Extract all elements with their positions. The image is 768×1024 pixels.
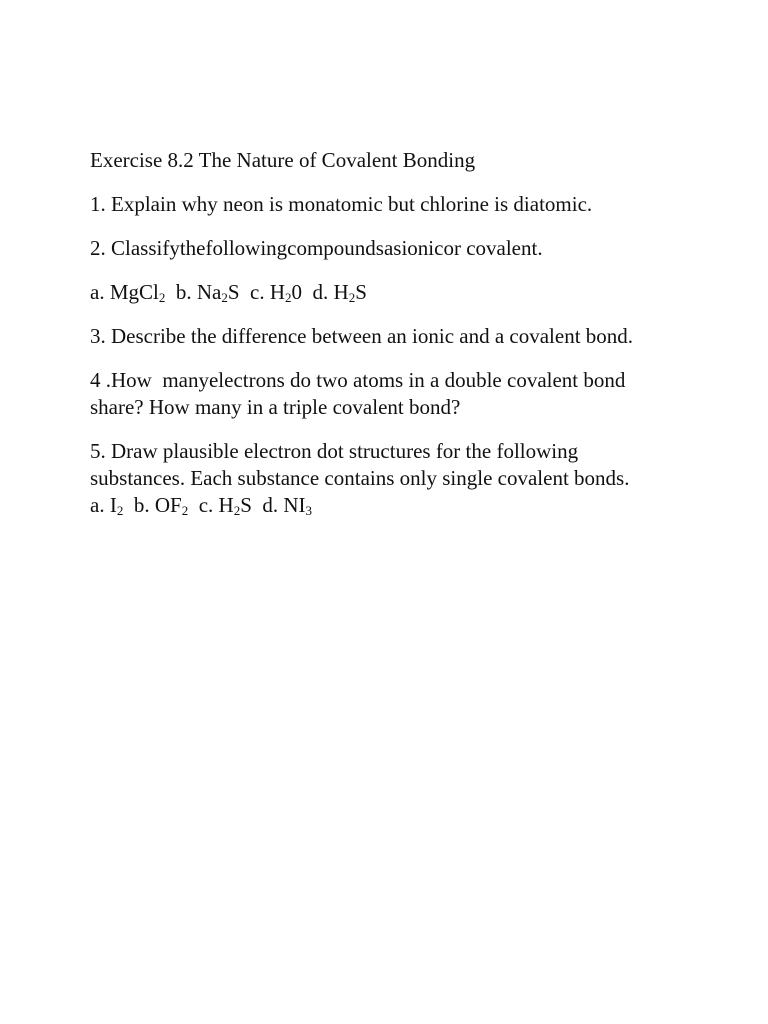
question-5-line-2: substances. Each substance contains only single covalent bonds. (90, 466, 630, 490)
subscript: 2 (348, 290, 356, 305)
formula-text: H (269, 280, 286, 304)
question-1: 1. Explain why neon is monatomic but chlorine is diatomic. (90, 192, 593, 216)
option-d-label: d. (302, 280, 334, 304)
option-a-label: a. (90, 493, 110, 517)
subscript: 2 (116, 503, 124, 518)
formula-mgcl2 (110, 280, 166, 304)
option-c-label: c. (188, 493, 219, 517)
question-2: 2. Classifythefollowingcompoundsasionicor covalent. (90, 236, 543, 260)
option-d-label: d. (251, 493, 284, 517)
formula-i2 (110, 493, 124, 517)
formula-text: H (333, 280, 349, 304)
formula-h2o (270, 280, 302, 304)
option-a-label: a. (90, 280, 110, 304)
exercise-title: Exercise 8.2 The Nature of Covalent Bonding (90, 148, 476, 172)
formula-text: MgCl (109, 280, 159, 304)
option-b-label: b. (123, 493, 155, 517)
formula-text: 0 (291, 280, 303, 304)
question-3: 3. Describe the difference between an ionic and a covalent bond. (90, 324, 634, 348)
formula-na2s (197, 280, 240, 304)
subscript: 2 (285, 290, 292, 305)
question-4-line-1: 4 .How manyelectrons do two atoms in a double covalent bond (90, 368, 626, 392)
formula-text: NI (283, 493, 306, 517)
formula-of2 (155, 493, 188, 517)
formula-text: S (227, 280, 240, 304)
formula-text: S (240, 493, 252, 517)
subscript: 2 (158, 290, 166, 305)
question-5-line-1: 5. Draw plausible electron dot structures for the following (90, 439, 579, 463)
question-4 (90, 367, 730, 421)
formula-text: H (218, 493, 234, 517)
formula-h2s (334, 280, 367, 304)
formula-text: OF (154, 493, 182, 517)
subscript: 2 (181, 503, 189, 518)
option-c-label: c. (239, 280, 270, 304)
formula-text: S (355, 280, 367, 304)
formula-h2s (219, 493, 252, 517)
subscript: 3 (305, 503, 313, 518)
question-5-options (90, 492, 730, 519)
subscript: 2 (221, 290, 228, 305)
question-2-options (90, 279, 730, 306)
formula-text: Na (196, 280, 222, 304)
subscript: 2 (233, 503, 241, 518)
formula-text: I (109, 493, 117, 517)
question-4-line-2: share? How many in a triple covalent bond? (90, 395, 461, 419)
exercise-content (90, 147, 730, 536)
question-5 (90, 438, 730, 519)
formula-ni3 (283, 493, 312, 517)
option-b-label: b. (165, 280, 197, 304)
